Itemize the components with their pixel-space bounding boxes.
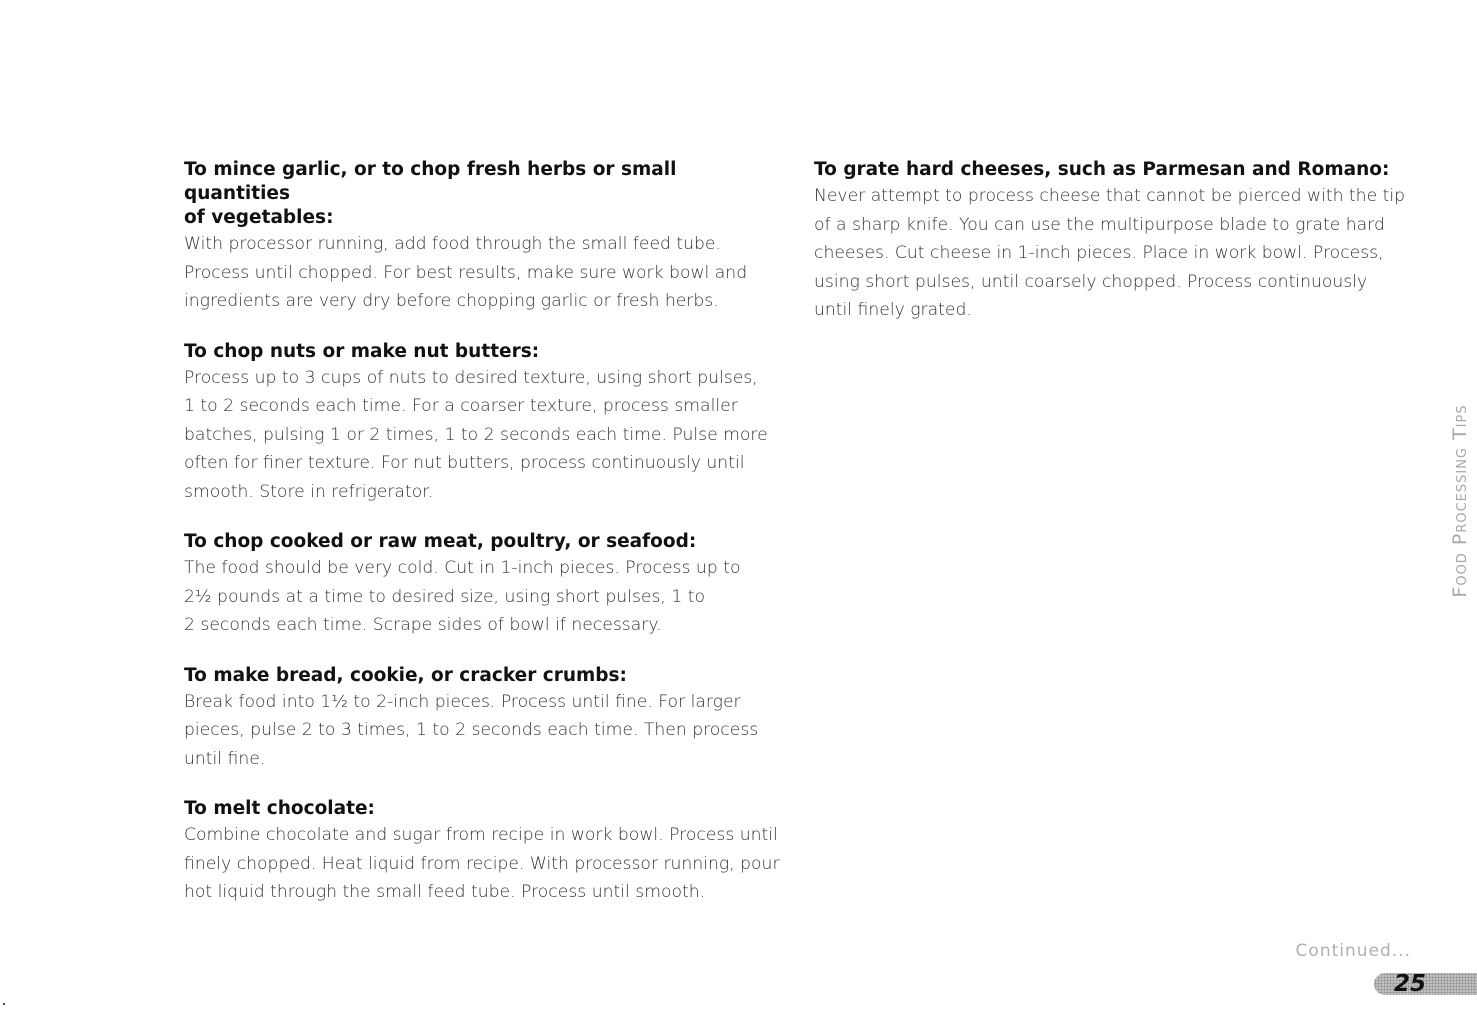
section-chop-meat xyxy=(184,530,784,640)
section-heading: To melt chocolate: xyxy=(184,798,375,819)
continued-label: Continued... xyxy=(1295,941,1411,961)
section-heading: To chop nuts or make nut butters: xyxy=(184,340,540,362)
section-chop-nuts xyxy=(184,340,784,507)
section-crumbs xyxy=(184,664,784,774)
section-mince-garlic xyxy=(184,158,784,316)
section-body: Combine chocolate and sugar from recipe in work bowl. Process until finely chopped. Heat liquid from recipe. With processor running, pour hot liquid through the small feed tube. Process until smooth. xyxy=(184,825,780,902)
section-heading: To grate hard cheeses, such as Parmesan and Romano: xyxy=(814,159,1390,180)
section-heading: To chop cooked or raw meat, poultry, or seafood: xyxy=(184,531,697,552)
corner-mark xyxy=(3,1003,5,1005)
left-column xyxy=(184,158,784,931)
section-body: With processor running, add food through the small feed tube. Process until chopped. For best results, make sure work bowl and ingredients are very dry before chopping garlic or fresh herbs. xyxy=(184,234,748,311)
page-number-badge xyxy=(1374,973,1477,995)
section-melt-chocolate xyxy=(184,797,784,907)
section-heading: To make bread, cookie, or cracker crumbs: xyxy=(184,664,627,686)
side-tab xyxy=(1445,396,1475,606)
section-body: The food should be very cold. Cut in 1-inch pieces. Process up to 2½ pounds at a time to desired size, using short pulses, 1 to 2 seconds each time. Scrape sides of bowl if necessary. xyxy=(184,558,741,635)
section-grate-cheese xyxy=(814,158,1414,325)
section-heading: To mince garlic, or to chop fresh herbs or small quantities of vegetables: xyxy=(184,159,677,228)
right-column xyxy=(814,158,1414,349)
side-tab-label: Food Processing Tips xyxy=(1449,404,1471,598)
section-body: Process up to 3 cups of nuts to desired texture, using short pulses, 1 to 2 seconds each time. For a coarser texture, process smaller batches, pulsing 1 or 2 times, 1 to 2 seconds each time. Pulse more often for finer texture. For nut butters, process continuously until smooth. Store in refrigerator. xyxy=(184,367,768,502)
page-number: 25 xyxy=(1394,971,1427,997)
section-body: Never attempt to process cheese that cannot be pierced with the tip of a sharp knife. You can use the multipurpose blade to grate hard cheeses. Cut cheese in 1-inch pieces. Place in work bowl. Process, using short pulses, until coarsely chopped. Process continuously until finely grated. xyxy=(814,186,1406,320)
section-body: Break food into 1½ to 2-inch pieces. Process until fine. For larger pieces, pulse 2 to 3 times, 1 to 2 seconds each time. Then process until fine. xyxy=(184,691,759,769)
